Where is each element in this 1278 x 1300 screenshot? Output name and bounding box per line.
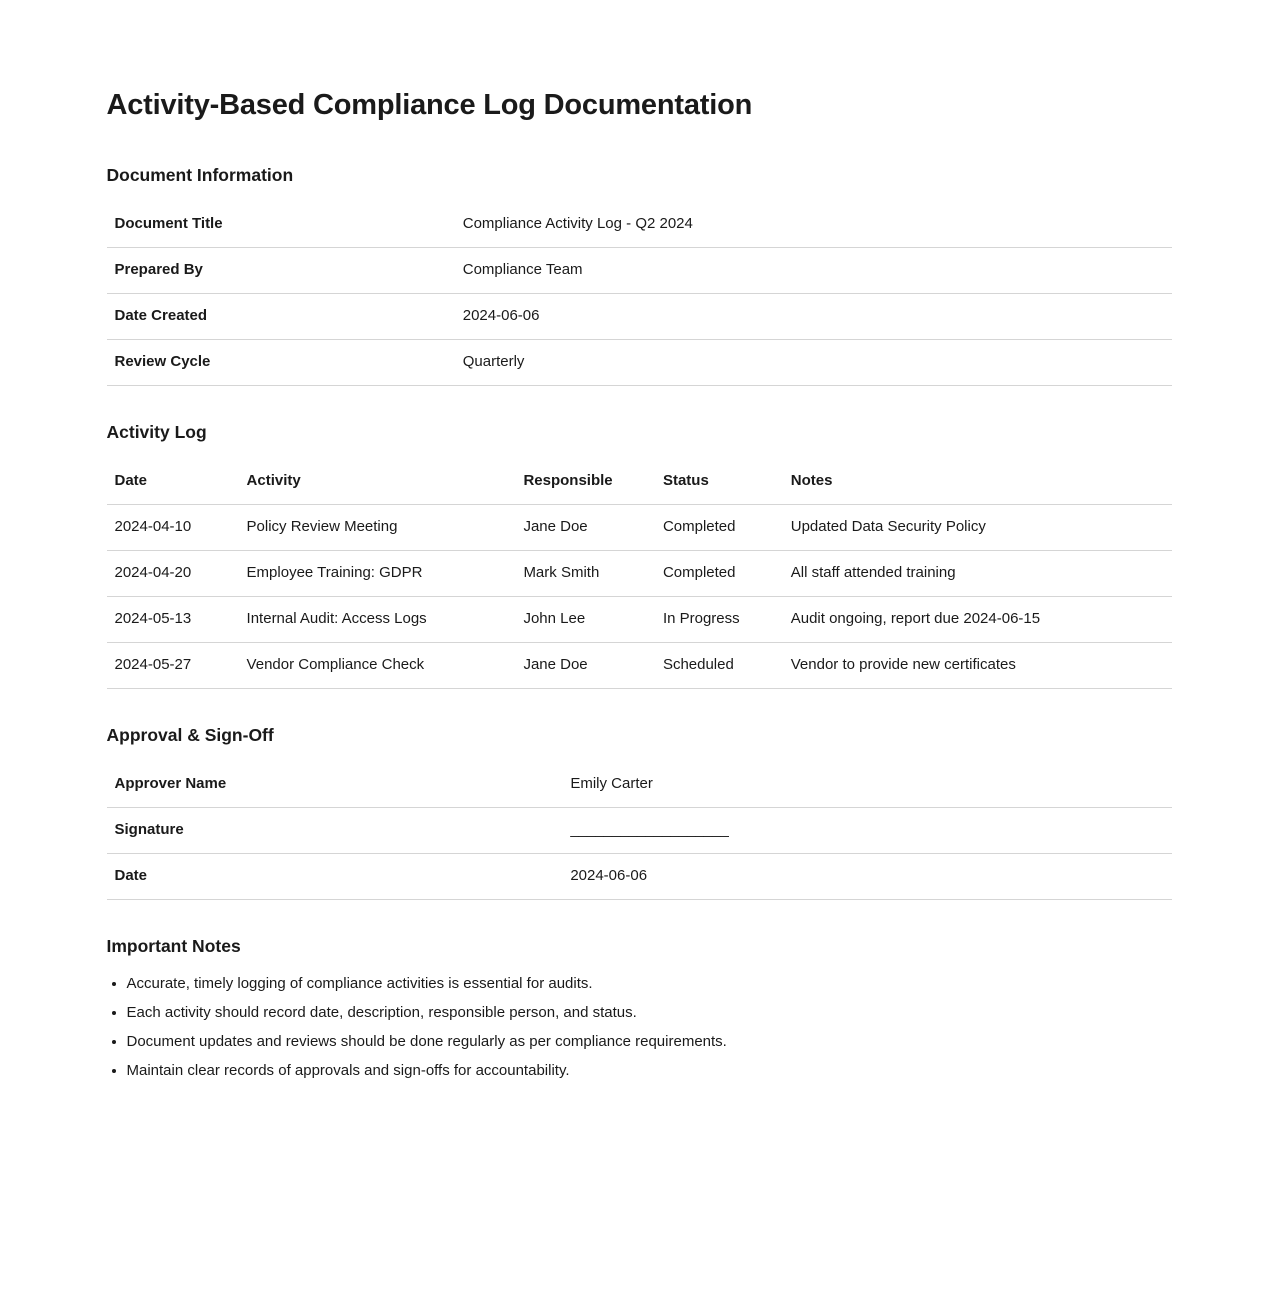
cell-notes: All staff attended training [783,550,1172,596]
table-row [107,293,1172,339]
table-row [107,339,1172,385]
table-row [107,247,1172,293]
table-row [107,202,1172,248]
cell-date: 2024-05-13 [107,596,239,642]
signature-line: ___________________ [562,807,1171,853]
column-header-activity: Activity [239,459,516,505]
table-row [107,762,1172,808]
cell-status: Completed [655,550,783,596]
table-row [107,596,1172,642]
cell-status: Scheduled [655,642,783,688]
cell-activity: Employee Training: GDPR [239,550,516,596]
cell-activity: Internal Audit: Access Logs [239,596,516,642]
row-label: Review Cycle [107,339,455,385]
document-information-table [107,202,1172,386]
document-page [107,0,1172,1081]
table-header-row [107,459,1172,505]
row-label: Signature [107,807,563,853]
cell-status: Completed [655,504,783,550]
row-value: Quarterly [455,339,1172,385]
cell-notes: Audit ongoing, report due 2024-06-15 [783,596,1172,642]
cell-date: 2024-04-20 [107,550,239,596]
column-header-notes: Notes [783,459,1172,505]
table-row [107,504,1172,550]
activity-log-table [107,459,1172,689]
table-row [107,853,1172,899]
table-row [107,550,1172,596]
cell-notes: Vendor to provide new certificates [783,642,1172,688]
row-label: Date Created [107,293,455,339]
list-item: • Each activity should record date, description, responsible person, and status. [127,1002,1172,1023]
important-notes-heading: Important Notes [106,935,241,956]
section-approval-sign-off [107,725,1172,900]
page-title: Activity-Based Compliance Log Documentation [106,89,753,121]
table-row [107,642,1172,688]
cell-activity: Policy Review Meeting [239,504,516,550]
section-document-information [107,165,1172,386]
row-value: Compliance Team [455,247,1172,293]
column-header-date: Date [107,459,239,505]
column-header-status: Status [655,459,783,505]
approval-heading: Approval & Sign-Off [106,724,274,745]
cell-responsible: Jane Doe [515,504,655,550]
list-item: • Maintain clear records of approvals and sign-offs for accountability. [127,1060,1172,1081]
section-activity-log [107,422,1172,689]
cell-status: In Progress [655,596,783,642]
column-header-responsible: Responsible [515,459,655,505]
important-notes-list [107,973,1172,1081]
activity-log-heading: Activity Log [106,421,207,442]
approval-table [107,762,1172,900]
cell-date: 2024-05-27 [107,642,239,688]
list-item: • Accurate, timely logging of compliance activities is essential for audits. [127,973,1172,994]
row-label: Approver Name [107,762,563,808]
row-value: 2024-06-06 [455,293,1172,339]
row-label: Prepared By [107,247,455,293]
cell-date: 2024-04-10 [107,504,239,550]
document-information-heading: Document Information [106,164,294,185]
cell-responsible: Mark Smith [515,550,655,596]
approver-name-value: Emily Carter [562,762,1171,808]
row-value: Compliance Activity Log - Q2 2024 [455,202,1172,248]
row-label: Date [107,853,563,899]
row-label: Document Title [107,202,455,248]
cell-activity: Vendor Compliance Check [239,642,516,688]
approval-date-value: 2024-06-06 [562,853,1171,899]
cell-responsible: John Lee [515,596,655,642]
table-row [107,807,1172,853]
list-item: • Document updates and reviews should be done regularly as per compliance requirements. [127,1031,1172,1052]
cell-responsible: Jane Doe [515,642,655,688]
cell-notes: Updated Data Security Policy [783,504,1172,550]
section-important-notes [107,936,1172,1081]
